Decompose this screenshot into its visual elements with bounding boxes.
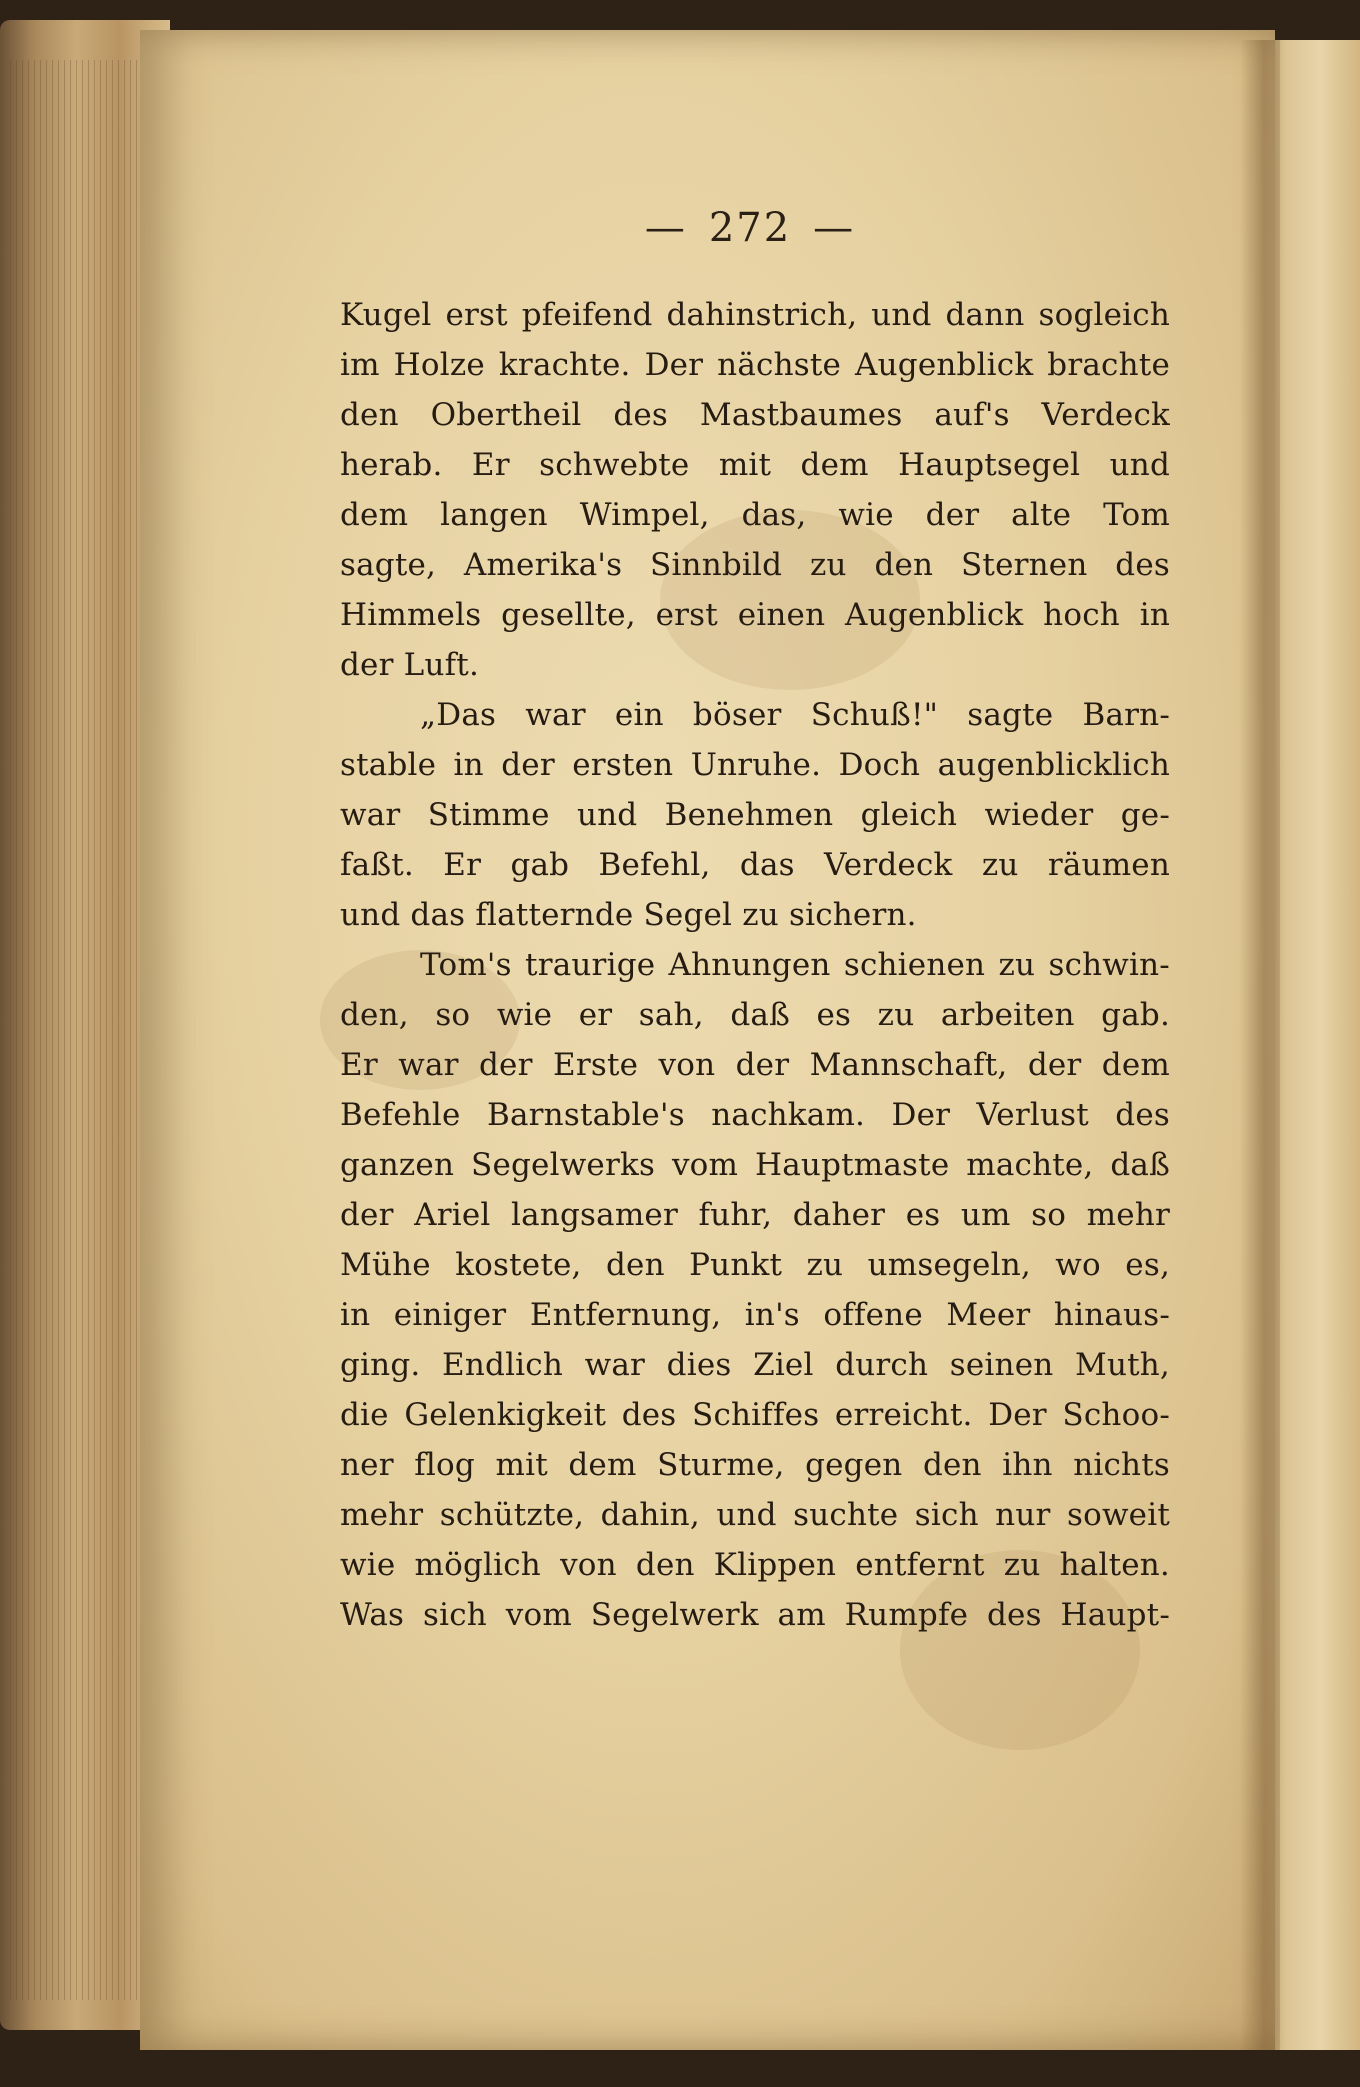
text-line: in einiger Entfernung, in's offene Meer hinaus- <box>340 1297 1170 1333</box>
text-line: dem langen Wimpel, das, wie der alte Tom <box>340 497 1170 533</box>
text-line: und das flatternde Segel zu sichern. <box>340 897 917 933</box>
text-line: ner flog mit dem Sturme, gegen den ihn nichts <box>340 1447 1170 1483</box>
text-line: den, so wie er sah, daß es zu arbeiten gab. <box>340 997 1170 1033</box>
text-line: Kugel erst pfeifend dahinstrich, und dann sogleich <box>340 297 1170 333</box>
text-line: „Das war ein böser Schuß!" sagte Barn- <box>420 697 1170 733</box>
text-line: ganzen Segelwerks vom Hauptmaste machte, daß <box>340 1147 1170 1183</box>
text-line: die Gelenkigkeit des Schiffes erreicht. Der Schoo- <box>340 1397 1170 1433</box>
text-line: Er war der Erste von der Mannschaft, der dem <box>340 1047 1170 1083</box>
text-line: Himmels gesellte, erst einen Augenblick hoch in <box>340 597 1170 633</box>
text-line: Befehle Barnstable's nachkam. Der Verlust des <box>340 1097 1170 1133</box>
text-line: der Ariel langsamer fuhr, daher es um so mehr <box>340 1197 1170 1233</box>
text-line: Was sich vom Segelwerk am Rumpfe des Haupt- <box>340 1597 1170 1633</box>
page-header <box>600 205 900 251</box>
header-dash-right: — <box>813 205 856 251</box>
text-line: Tom's traurige Ahnungen schienen zu schwin- <box>420 947 1170 983</box>
text-line: sagte, Amerika's Sinnbild zu den Sternen des <box>340 547 1170 583</box>
text-line: Mühe kostete, den Punkt zu umsegeln, wo es, <box>340 1247 1170 1283</box>
text-line: den Obertheil des Mastbaumes auf's Verdeck <box>340 397 1170 433</box>
gutter-shadow <box>1240 40 1280 2050</box>
header-dash-left: — <box>644 205 687 251</box>
page-number: 272 <box>708 205 792 251</box>
text-line: herab. Er schwebte mit dem Hauptsegel und <box>340 447 1170 483</box>
text-line: faßt. Er gab Befehl, das Verdeck zu räumen <box>340 847 1170 883</box>
text-line: stable in der ersten Unruhe. Doch augenblicklich <box>340 747 1170 783</box>
text-line: ging. Endlich war dies Ziel durch seinen Muth, <box>340 1347 1170 1383</box>
body-text <box>340 290 1170 1640</box>
text-line: der Luft. <box>340 647 479 683</box>
text-line: wie möglich von den Klippen entfernt zu halten. <box>340 1547 1170 1583</box>
text-line: war Stimme und Benehmen gleich wieder ge- <box>340 797 1170 833</box>
text-line: im Holze krachte. Der nächste Augenblick brachte <box>340 347 1170 383</box>
text-line: mehr schützte, dahin, und suchte sich nur soweit <box>340 1497 1170 1533</box>
page-edge-lines <box>10 60 160 2000</box>
